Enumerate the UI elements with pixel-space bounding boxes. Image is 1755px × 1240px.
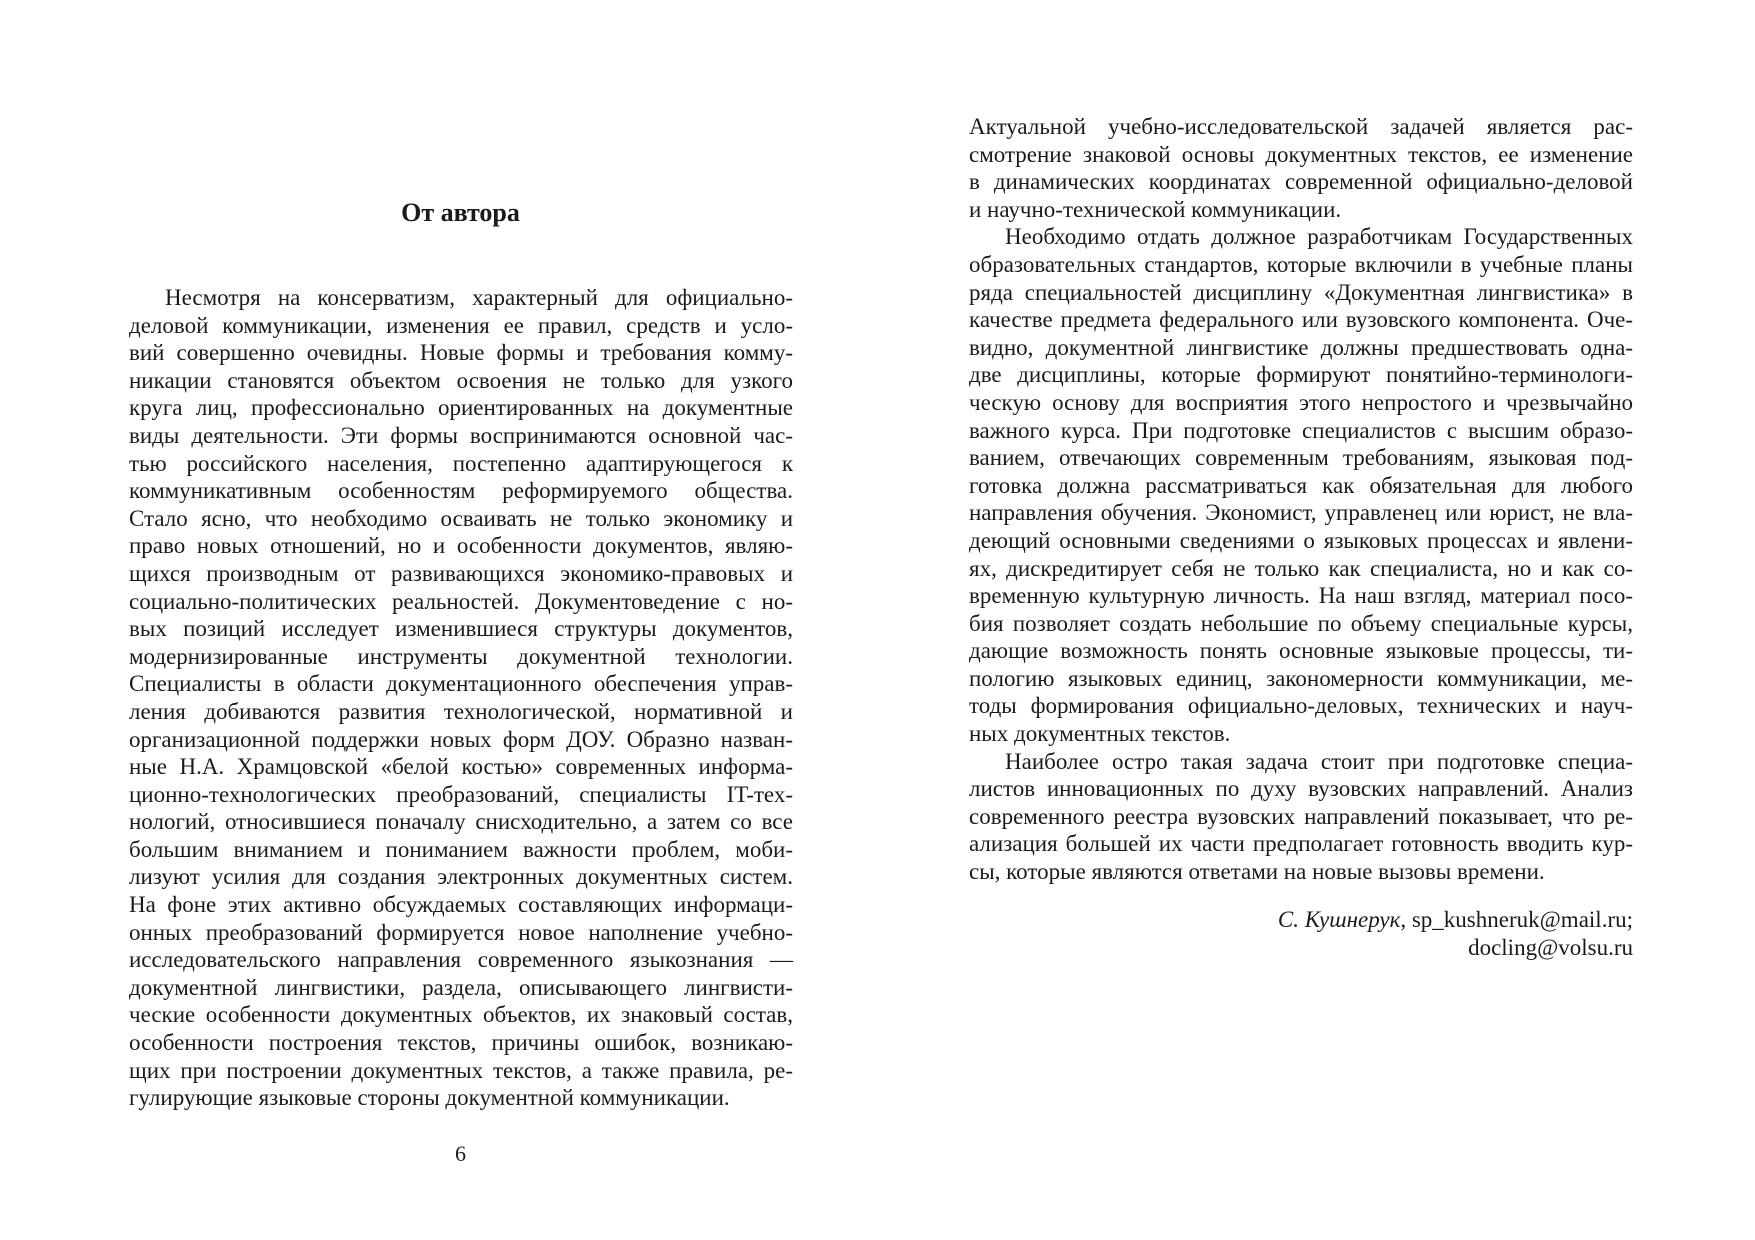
text-line: вых позиций исследует изменившиеся структуры документов, (129, 616, 793, 642)
text-line: щихся производным от развивающихся экономико-правовых и (129, 560, 793, 586)
text-line: пологию языковых единиц, закономерности коммуникации, ме- (969, 665, 1633, 691)
text-line: документной лингвистики, раздела, описывающего лингвисти- (129, 974, 793, 1000)
author-signature (969, 906, 1633, 962)
text-line: смотрение знаковой основы документных текстов, ее изменение (969, 141, 1633, 167)
text-line: нологий, относившиеся поначалу снисходительно, а затем со все (129, 809, 793, 835)
text-line: Актуальной учебно-исследовательской задачей является рас- (969, 114, 1633, 139)
text-line: Наиболее остро такая задача стоит при подготовке специа- (1005, 748, 1633, 774)
text-line: право новых отношений, но и особенности документов, являю- (129, 533, 793, 559)
author-email-secondary: docling@volsu.ru (1468, 935, 1633, 960)
text-line: в динамических координатах современной официально-деловой (969, 169, 1633, 195)
text-line: Стало ясно, что необходимо осваивать не только экономику и (129, 505, 793, 531)
text-line: Необходимо отдать должное разработчикам Государственных (1005, 224, 1633, 250)
text-line: тоды формирования официально-деловых, технических и науч- (969, 693, 1633, 719)
text-line: готовка должна рассматриваться как обязательная для любого (969, 472, 1633, 498)
text-line: направления обучения. Экономист, управленец или юрист, не вла- (969, 500, 1633, 526)
text-line: бия позволяет создать небольшие по объему специальные курсы, (969, 610, 1633, 636)
right-text-column (969, 113, 1633, 886)
text-line: ализация большей их части предполагает готовность вводить кур- (969, 831, 1633, 857)
text-line: онных преобразований формируется новое наполнение учебно- (129, 919, 793, 945)
text-line: современного реестра вузовских направлений показывает, что ре- (969, 803, 1633, 829)
text-line: вий совершенно очевидны. Новые формы и требования комму- (129, 340, 793, 366)
text-line: дающие возможность понять основные языковые процессы, ти- (969, 638, 1633, 664)
text-line: важного курса. При подготовке специалистов с высшим образо- (969, 417, 1633, 443)
text-line: тью российского населения, постепенно адаптирующегося к (129, 450, 793, 476)
paragraph (129, 284, 793, 1112)
author-email-primary: sp_kushneruk@mail.ru (1411, 907, 1627, 932)
text-line: временную культурную личность. На наш взгляд, материал посо- (969, 583, 1633, 609)
text-line: Специалисты в области документационного обеспечения управ- (129, 671, 793, 697)
author-name: С. Кушнерук (1277, 907, 1401, 932)
text-line: ления добиваются развития технологической, нормативной и (129, 698, 793, 724)
text-line: коммуникативным особенностям реформируемого общества. (129, 478, 793, 504)
paragraph (969, 223, 1633, 747)
text-line: и научно-технической коммуникации. (969, 196, 1342, 222)
left-page (0, 0, 877, 1240)
text-line: качестве предмета федерального или вузовского компонента. Оче- (969, 307, 1633, 333)
text-line: На фоне этих активно обсуждаемых составляющих информаци- (129, 892, 793, 918)
text-line: ческие особенности документных объектов, их знаковый состав, (129, 1002, 793, 1028)
text-line: ряда специальностей дисциплину «Документная лингвистика» в (969, 279, 1633, 305)
text-line: социально-политических реальностей. Документоведение с но- (129, 588, 793, 614)
signature-line-1 (969, 906, 1633, 934)
text-line: организационной поддержки новых форм ДОУ. Образно назван- (129, 726, 793, 752)
left-text-column (129, 284, 793, 1112)
text-line: две дисциплины, которые формируют понятийно-терминологи- (969, 362, 1633, 388)
signature-separator: ; (1626, 907, 1633, 932)
text-line: сы, которые являются ответами на новые вызовы времени. (969, 859, 1545, 885)
right-page (877, 0, 1755, 1240)
paragraph (969, 113, 1633, 223)
text-line: исследовательского направления современного языкознания — (129, 947, 793, 973)
text-line: ванием, отвечающих современным требованиям, языковая под- (969, 445, 1633, 471)
text-line: модернизированные инструменты документной технологии. (129, 643, 793, 669)
section-heading: От автора (401, 198, 520, 227)
text-line: деющий основными сведениями о языковых процессах и явлени- (969, 527, 1633, 553)
text-line: ях, дискредитирует себя не только как специалиста, но и как со- (969, 555, 1633, 581)
text-line: деловой коммуникации, изменения ее правил, средств и усло- (129, 312, 793, 338)
text-line: большим вниманием и пониманием важности проблем, моби- (129, 836, 793, 862)
text-line: особенности построения текстов, причины ошибок, возникаю- (129, 1030, 793, 1056)
text-line: ционно-технологических преобразований, специалисты IT-тех- (129, 781, 793, 807)
text-line: круга лиц, профессионально ориентированных на документные (129, 395, 793, 421)
text-line: щих при построении документных текстов, а также правила, ре- (129, 1057, 793, 1083)
text-line: образовательных стандартов, которые включили в учебные планы (969, 251, 1633, 277)
text-line: листов инновационных по духу вузовских направлений. Анализ (969, 776, 1633, 802)
text-line: ческую основу для восприятия этого непростого и чрезвычайно (969, 389, 1633, 415)
page-number: 6 (455, 1141, 466, 1166)
text-line: никации становятся объектом освоения не только для узкого (129, 367, 793, 393)
text-line: видно, документной лингвистике должны предшествовать одна- (969, 334, 1633, 360)
text-line: ные Н.А. Храмцовской «белой костью» современных информа- (129, 754, 793, 780)
signature-separator: , (1400, 907, 1412, 932)
paragraph (969, 748, 1633, 886)
text-line: виды деятельности. Эти формы воспринимаются основной час- (129, 422, 793, 448)
text-line: ных документных текстов. (969, 721, 1231, 747)
text-line: гулирующие языковые стороны документной коммуникации. (129, 1085, 730, 1111)
text-line: Несмотря на консерватизм, характерный для официально- (165, 285, 793, 310)
text-line: лизуют усилия для создания электронных документных систем. (129, 864, 793, 890)
